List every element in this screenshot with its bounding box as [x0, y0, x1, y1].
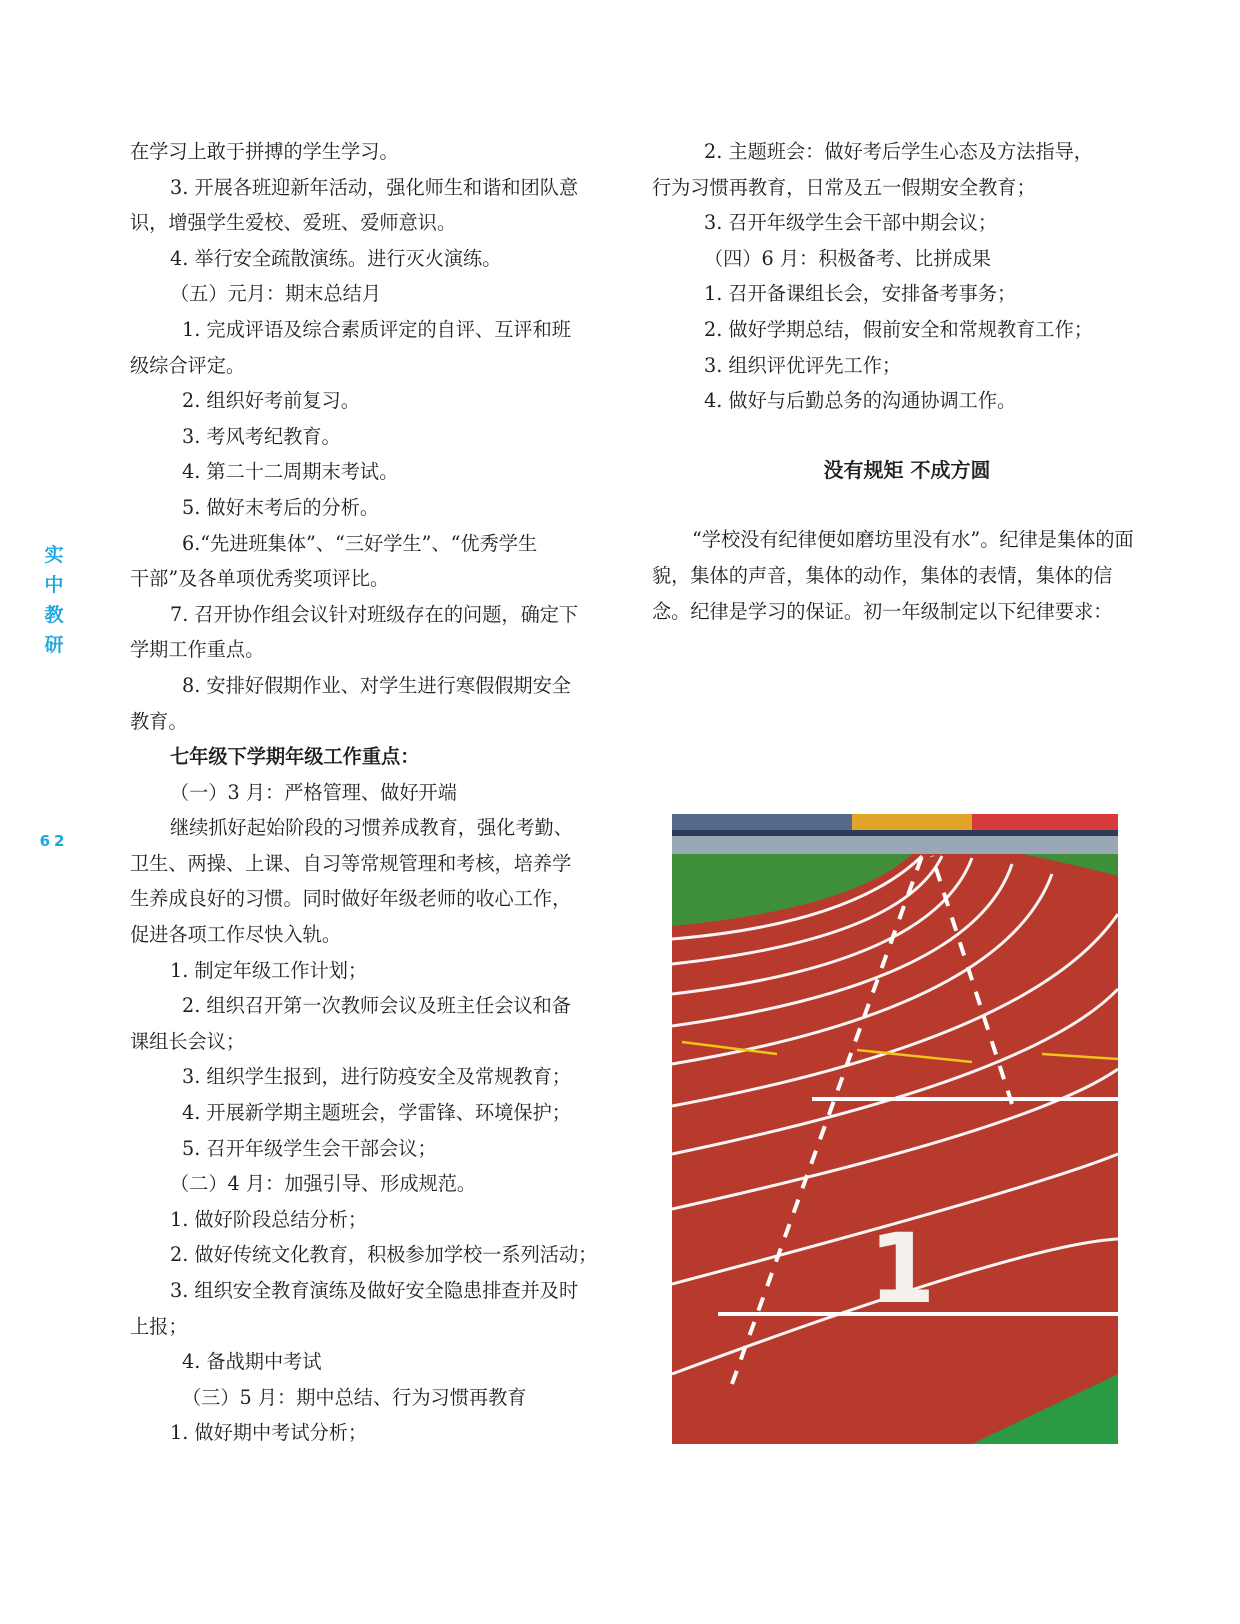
paragraph-line: 促进各项工作尽快入轨。 [130, 923, 342, 947]
paragraph-line: 课组长会议； [130, 1029, 246, 1053]
paragraph-line: 干部”及各单项优秀奖项评比。 [130, 567, 390, 591]
section-heading: （五）元月：期末总结月 [170, 282, 382, 306]
list-item: 2. 做好学期总结，假前安全和常规教育工作； [704, 317, 1093, 341]
running-track-photo [672, 814, 1118, 1444]
paragraph-line: 2. 组织召开第一次教师会议及班主任会议和备 [182, 994, 571, 1018]
paragraph-line: 7. 召开协作组会议针对班级存在的问题，确定下 [170, 602, 579, 626]
section-heading: 七年级下学期年级工作重点： [170, 745, 420, 769]
list-item: 4. 备战期中考试 [182, 1350, 322, 1374]
list-item: 4. 做好与后勤总务的沟通协调工作。 [704, 389, 1017, 413]
paragraph-line: 学期工作重点。 [130, 638, 265, 662]
paragraph-line: 生养成良好的习惯。同时做好年级老师的收心工作， [130, 887, 572, 911]
paragraph-line: 卫生、两操、上课、自习等常规管理和考核，培养学 [130, 851, 572, 875]
paragraph-line: 3. 组织安全教育演练及做好安全隐患排查并及时 [170, 1279, 579, 1302]
list-item: 5. 做好末考后的分析。 [182, 495, 380, 519]
paragraph-line: 教育。 [130, 709, 188, 733]
section-heading: （二）4 月：加强引导、形成规范。 [170, 1172, 477, 1196]
right-column [652, 134, 1142, 629]
list-item: 1. 做好期中考试分析； [170, 1421, 368, 1445]
paragraph-line: 3. 开展各班迎新年活动，强化师生和谐和团队意 [170, 175, 579, 199]
paragraph-line: 2. 主题班会：做好考后学生心态及方法指导， [704, 140, 1093, 163]
sidebar-title-char: 中 [44, 574, 64, 596]
lane-number: 1 [868, 1213, 936, 1325]
paragraph-line: 行为习惯再教育，日常及五一假期安全教育； [652, 175, 1036, 199]
section-heading: （四）6 月：积极备考、比拼成果 [704, 246, 991, 270]
list-item: 1. 做好阶段总结分析； [170, 1207, 368, 1231]
list-item: 1. 制定年级工作计划； [170, 958, 368, 982]
paragraph-line: 继续抓好起始阶段的习惯养成教育，强化考勤、 [170, 816, 573, 840]
article-body: “学校没有纪律便如磨坊里没有水”。纪律是集体的面貌，集体的声音，集体的动作，集体的表情，集体的信念。纪律是学习的保证。初一年级制定以下纪律要求： [652, 528, 1134, 623]
section-heading: （一）3 月：严格管理、做好开端 [170, 780, 457, 804]
list-item: 4. 第二十二周期末考试。 [182, 460, 399, 484]
sidebar-title-char: 教 [44, 604, 64, 626]
page-number: 62 [39, 832, 69, 850]
list-item: 2. 组织好考前复习。 [182, 389, 360, 413]
list-item: 2. 做好传统文化教育，积极参加学校一系列活动； [170, 1243, 598, 1267]
paragraph-line: 4. 举行安全疏散演练。进行灭火演练。 [170, 246, 502, 270]
paragraph-line: 8. 安排好假期作业、对学生进行寒假假期安全 [182, 673, 571, 697]
paragraph-line: 1. 完成评语及综合素质评定的自评、互评和班 [182, 317, 571, 341]
section-heading: （三）5 月：期中总结、行为习惯再教育 [182, 1385, 527, 1409]
sidebar-title [42, 540, 66, 660]
list-item: 1. 召开备课组长会，安排备考事务； [704, 282, 1017, 306]
list-item: 3. 考风考纪教育。 [182, 424, 341, 448]
sidebar-title-char: 研 [44, 634, 64, 656]
article-title: 没有规矩 不成方圆 [823, 457, 991, 482]
paragraph-line: 识，增强学生爱校、爱班、爱师意识。 [130, 211, 457, 235]
paragraph-line: 6.“先进班集体”、“三好学生”、“优秀学生 [182, 531, 538, 555]
list-item: 5. 召开年级学生会干部会议； [182, 1136, 437, 1160]
list-item: 3. 组织学生报到，进行防疫安全及常规教育； [182, 1065, 571, 1089]
paragraph-line: 在学习上敢于拼搏的学生学习。 [130, 140, 399, 163]
list-item: 4. 开展新学期主题班会，学雷锋、环境保护； [182, 1101, 571, 1125]
list-item: 3. 召开年级学生会干部中期会议； [704, 211, 998, 235]
sidebar-title-char: 实 [44, 544, 64, 566]
running-track-image [672, 814, 1118, 1444]
list-item: 3. 组织评优评先工作； [704, 353, 902, 377]
paragraph-line: 上报； [130, 1314, 188, 1338]
paragraph-line: 级综合评定。 [130, 353, 246, 377]
left-column [130, 134, 617, 1451]
